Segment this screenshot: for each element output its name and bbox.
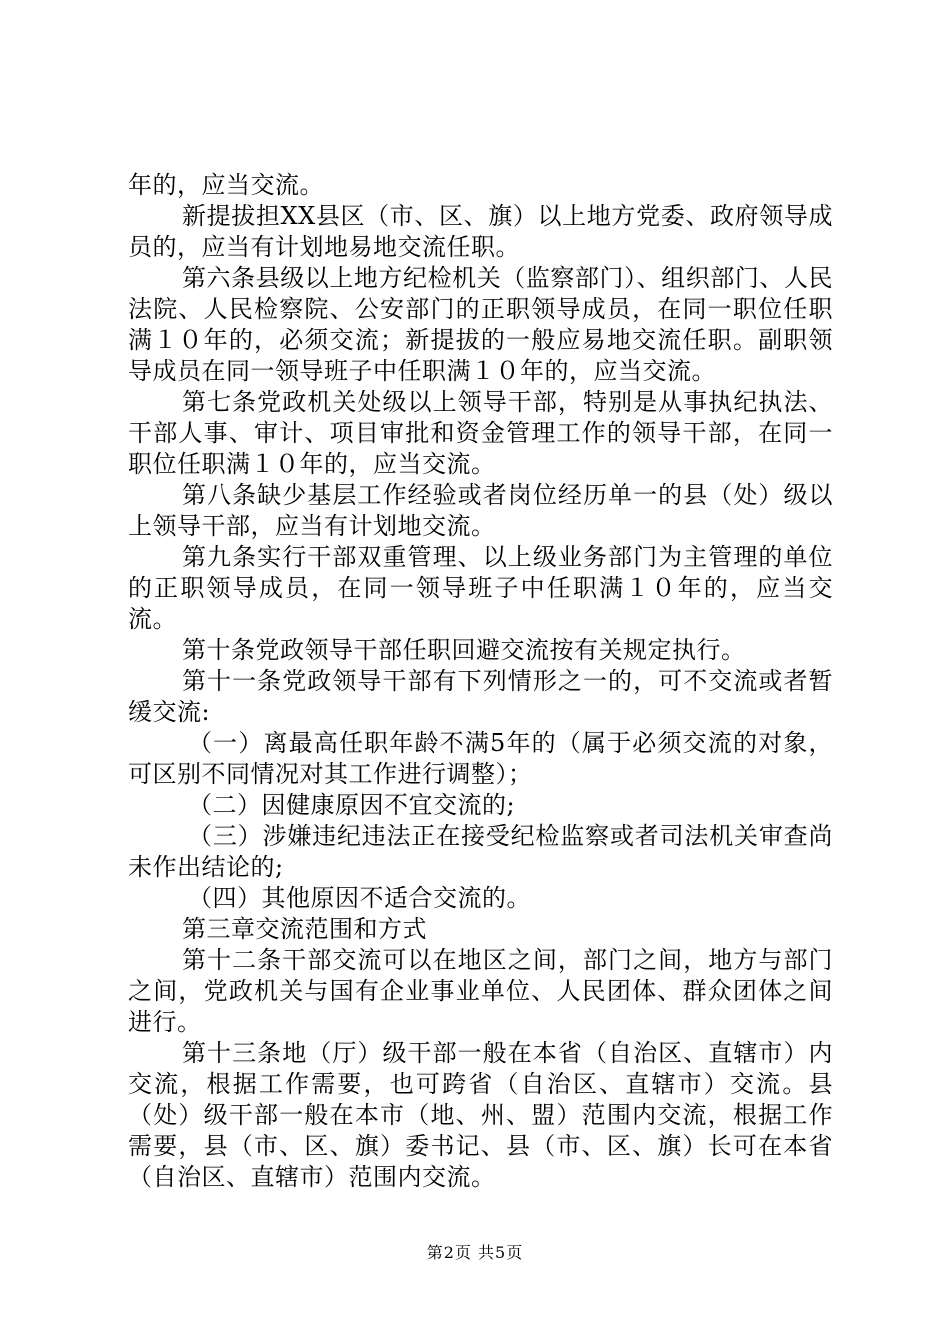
paragraph-15: 第十三条地（厅）级干部一般在本省（自治区、直辖市）内交流，根据工作需要，也可跨省（自治区、直辖市）交流。县（处）级干部一般在本市（地、州、盟）范围内交流，根据工作需要，县（市、区、旗）委书记、县（市、区、旗）长可在本省（自治区、直辖市）范围内交流。 xyxy=(128,1039,833,1191)
paragraph-7: 第十条党政领导干部任职回避交流按有关规定执行。 xyxy=(182,636,746,664)
paragraph-6: 第九条实行干部双重管理、以上级业务部门为主管理的单位的正职领导成员，在同一领导班子中任职满１０年的，应当交流。 xyxy=(128,543,833,633)
paragraph-3: 第六条县级以上地方纪检机关（监察部门）、组织部门、人民法院、人民检察院、公安部门的正职领导成员，在同一职位任职满１０年的，必须交流；新提拔的一般应易地交流任职。副职领导成员在同一领导班子中任职满１０年的，应当交流。 xyxy=(128,264,833,385)
paragraph-10: （二）因健康原因不宜交流的; xyxy=(188,791,516,819)
paragraph-9: （一）离最高任职年龄不满5年的（属于必须交流的对象，可区别不同情况对其工作进行调整）； xyxy=(128,729,833,788)
paragraph-8: 第十一条党政领导干部有下列情形之一的，可不交流或者暂缓交流: xyxy=(128,667,833,726)
paragraph-1: 年的，应当交流。 xyxy=(128,171,324,199)
paragraph-2: 新提拔担XX县区（市、区、旗）以上地方党委、政府领导成员的，应当有计划地易地交流任职。 xyxy=(128,202,833,261)
page-number-footer: 第2页 共5页 xyxy=(426,1243,524,1262)
document-body xyxy=(128,170,833,1193)
paragraph-12: （四）其他原因不适合交流的。 xyxy=(188,884,531,912)
chapter-heading: 第三章交流范围和方式 xyxy=(182,915,427,943)
paragraph-4: 第七条党政机关处级以上领导干部，特别是从事执纪执法、干部人事、审计、项目审批和资金管理工作的领导干部，在同一职位任职满１０年的，应当交流。 xyxy=(128,388,833,478)
paragraph-14: 第十二条干部交流可以在地区之间，部门之间，地方与部门之间，党政机关与国有企业事业单位、人民团体、群众团体之间进行。 xyxy=(128,946,833,1036)
paragraph-11: （三）涉嫌违纪违法正在接受纪检监察或者司法机关审查尚未作出结论的; xyxy=(128,822,833,881)
paragraph-5: 第八条缺少基层工作经验或者岗位经历单一的县（处）级以上领导干部，应当有计划地交流。 xyxy=(128,481,833,540)
